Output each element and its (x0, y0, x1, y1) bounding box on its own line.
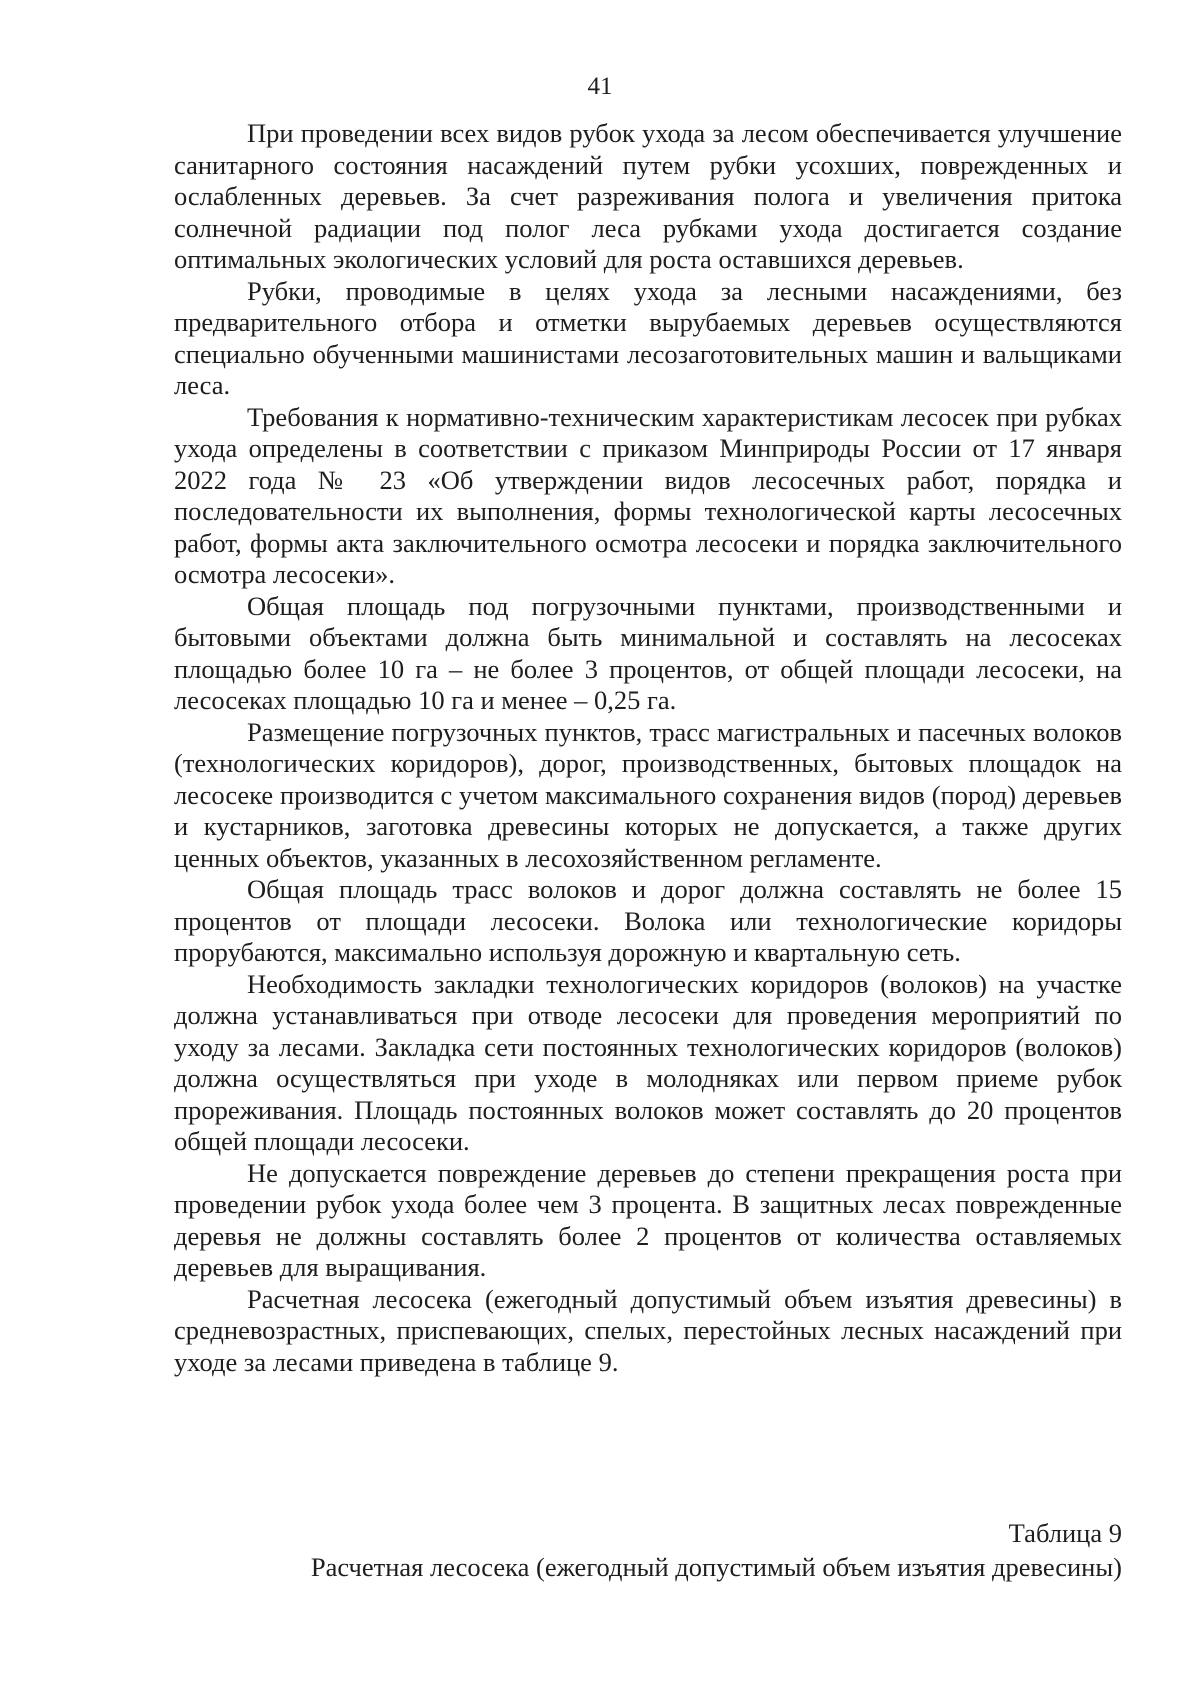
paragraph-placement-of-trails: Размещение погрузочных пунктов, трасс магистральных и пасечных волоков (технологических коридоров), дорог, производственных, бытовых площадок на лесосеке производится с учетом максимального сохранения видов (пород) деревьев и кустарников, заготовка древесины которых не допускается, а также других ценных объектов, указанных в лесохозяйственном регламенте. (174, 716, 1122, 873)
body-text (174, 118, 1122, 1378)
table-title: Расчетная лесосека (ежегодный допустимый объем изъятия древесины) (310, 1551, 1122, 1582)
paragraph-technological-corridors: Необходимость закладки технологических коридоров (волоков) на участке должна устанавливаться при отводе лесосеки для проведения мероприятий по уходу за лесами. Закладка сети постоянных технологических коридоров (волоков) должна осуществляться при уходе в молодняках или первом приеме рубок прореживания. Площадь постоянных волоков может составлять до 20 процентов общей площади лесосеки. (174, 968, 1122, 1156)
paragraph-tree-damage-limits: Не допускается повреждение деревьев до степени прекращения роста при проведении рубок ухода более чем 3 процента. В защитных лесах поврежденные деревья не должны составлять более 2 процентов от количества оставляемых деревьев для выращивания. (174, 1157, 1122, 1282)
page-number: 41 (587, 73, 613, 100)
paragraph-allowable-cut-reference: Расчетная лесосека (ежегодный допустимый объем изъятия древесины) в средневозрастных, приспевающих, спелых, перестойных лесных насаждений при уходе за лесами приведена в таблице 9. (174, 1283, 1122, 1377)
paragraph-machine-operators: Рубки, проводимые в целях ухода за лесными насаждениями, без предварительного отбора и отметки вырубаемых деревьев осуществляются специально обученными машинистами лесозаготовительных машин и вальщиками леса. (174, 275, 1122, 400)
table-caption (174, 1518, 1122, 1583)
paragraph-normative-requirements: Требования к нормативно-техническим характеристикам лесосек при рубках ухода определены в соответствии с приказом Минприроды России от 17 января 2022 года № 23 «Об утверждении видов лесосечных работ, порядка и последовательности их выполнения, формы технологической карты лесосечных работ, формы акта заключительного осмотра лесосеки и порядка заключительного осмотра лесосеки». (174, 401, 1122, 589)
paragraph-thinning-benefits: При проведении всех видов рубок ухода за лесом обеспечивается улучшение санитарного состояния насаждений путем рубки усохших, поврежденных и ослабленных деревьев. За счет разреживания полога и увеличения притока солнечной радиации под полог леса рубками ухода достигается создание оптимальных экологических условий для роста оставшихся деревьев. (174, 118, 1122, 274)
paragraph-loading-points-area: Общая площадь под погрузочными пунктами, производственными и бытовыми объектами должна быть минимальной и составлять на лесосеках площадью более 10 га – не более 3 процентов, от общей площади лесосеки, на лесосеках площадью 10 га и менее – 0,25 га. (174, 590, 1122, 715)
paragraph-trails-area: Общая площадь трасс волоков и дорог должна составлять не более 15 процентов от площади лесосеки. Волока или технологические коридоры прорубаются, максимально используя дорожную и квартальную сеть. (174, 874, 1122, 967)
table-number-label: Таблица 9 (1008, 1518, 1122, 1548)
